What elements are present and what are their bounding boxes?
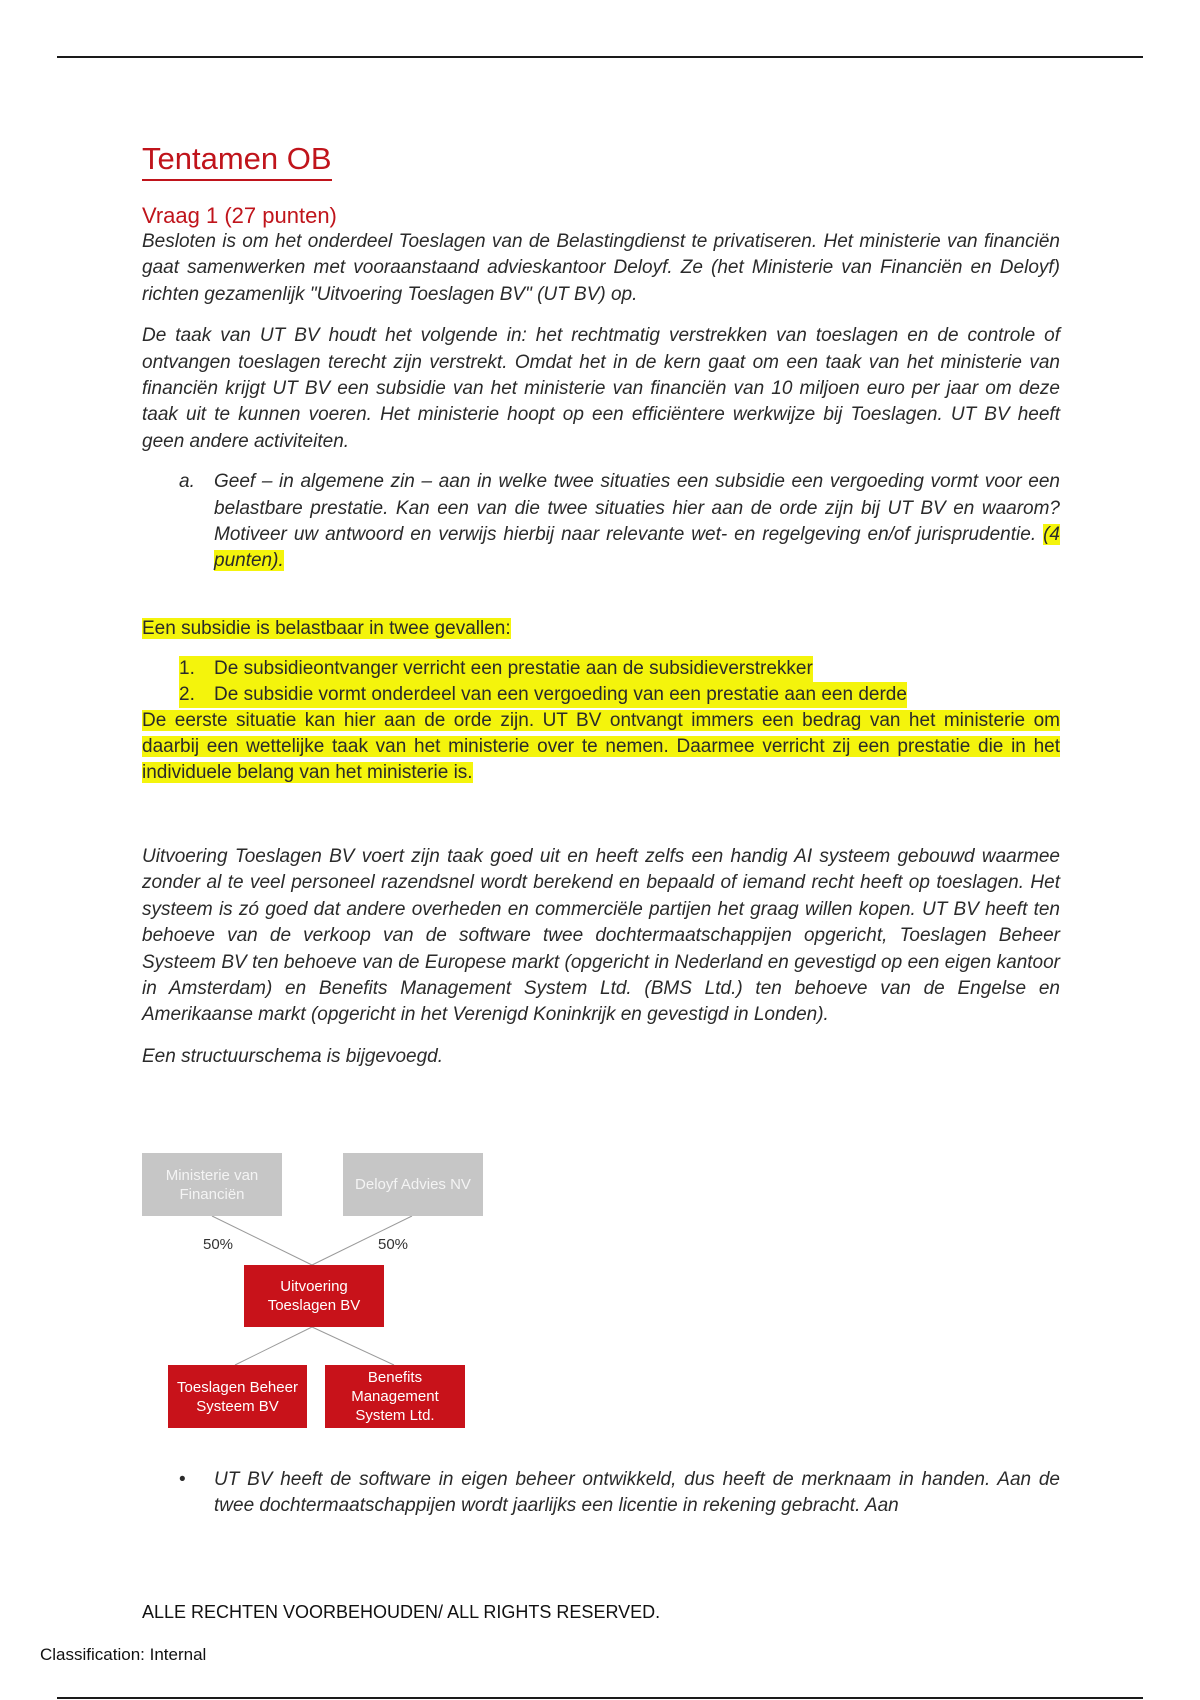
answer-list [142, 656, 1060, 708]
classification-label: Classification: Internal [40, 1645, 207, 1664]
ownership-left-label: 50% [203, 1236, 234, 1253]
answer-intro: Een subsidie is belastbaar in twee gevallen: [142, 617, 511, 639]
schema-note: Een structuurschema is bijgevoegd. [142, 1045, 443, 1067]
bullet-text: UT BV heeft de software in eigen beheer ontwikkeld, dus heeft de merknaam in handen. Aan de twee dochtermaatschappijen wordt jaarlijks een licentie in rekening gebracht. Aan [214, 1469, 1060, 1517]
bottom-rule [57, 1697, 1143, 1699]
rights-footer: ALLE RECHTEN VOORBEHOUDEN/ ALL RIGHTS RESERVED. [142, 1602, 661, 1622]
answer-conclusion: De eerste situatie kan hier aan de orde zijn. UT BV ontvangt immers een bedrag van het ministerie om daarbij een wettelijke taak van het ministerie over te nemen. Daarmee verricht zij een prestatie die in het individuele belang van het ministerie is. [142, 709, 1060, 783]
list-item [142, 656, 1060, 682]
bullet-section [142, 1467, 1060, 1520]
list-item-text: De subsidie vormt onderdeel van een vergoeding van een prestatie aan een derde [214, 682, 907, 708]
ministerie-box: Ministerie van Financiën [142, 1153, 282, 1216]
sub-question-text: Geef – in algemene zin – aan in welke twee situaties een subsidie een vergoeding vormt voor een belastbare prestatie. Kan een van die twee situaties hier aan de orde zijn bij UT BV en waarom? Motiveer uw antwoord en verwijs hierbij naar relevante wet- en regelgeving en/of jurisprudentie. [214, 471, 1060, 546]
sub-question-label: a. [179, 471, 195, 493]
question-task: De taak van UT BV houdt het volgende in: het rechtmatig verstrekken van toeslagen en de controle of ontvangen toeslagen terecht zijn verstrekt. Omdat het in de kern gaat om een taak van het ministerie van financiën krijgt UT BV een subsidie van het ministerie van financiën van 10 miljoen euro per jaar om deze taak uit te kunnen voeren. Het ministerie hoopt op een efficiëntere werkwijze bij Toeslagen. UT BV heeft geen andere activiteiten. [142, 325, 1060, 452]
list-item [142, 1467, 1060, 1520]
utbv-box: Uitvoering Toeslagen BV [244, 1265, 384, 1327]
list-item-number: 1. [179, 656, 214, 682]
list-item-number: 2. [179, 682, 214, 708]
question-heading: Vraag 1 (27 punten) [142, 203, 337, 228]
continuation-text: Uitvoering Toeslagen BV voert zijn taak goed uit en heeft zelfs een handig AI systeem gebouwd waarmee zonder al te veel personeel razendsnel wordt berekend en bepaald of iemand recht heeft op toeslagen. Het systeem is zó goed dat andere overheden en commerciële partijen het graag willen kopen. UT BV heeft ten behoeve van de verkoop van de software twee dochtermaatschappijen opgericht, Toeslagen Beheer Systeem BV ten behoeve van de Europese markt (opgericht in Nederland en gevestigd op een eigen kantoor in Amsterdam) en Benefits Management System Ltd. (BMS Ltd.) ten behoeve van de Engelse en Amerikaanse markt (opgericht in het Verenigd Koninkrijk en gevestigd in Londen). [142, 845, 1060, 1026]
bullet-icon: • [179, 1469, 186, 1490]
page-title: Tentamen OB [142, 140, 332, 181]
deloyf-box: Deloyf Advies NV [343, 1153, 483, 1216]
list-item [142, 682, 1060, 708]
sub-question-a [142, 469, 1060, 575]
connector-line [312, 1327, 394, 1365]
bms-box: Benefits Management System Ltd. [325, 1365, 465, 1428]
list-item-text: De subsidieontvanger verricht een prestatie aan de subsidieverstrekker [214, 656, 813, 682]
sub-question-points: (4 punten). [214, 524, 1060, 572]
ownership-right-label: 50% [378, 1236, 409, 1253]
connector-line [235, 1327, 312, 1365]
top-rule [57, 56, 1143, 58]
structure-diagram [142, 1153, 502, 1428]
tbs-box: Toeslagen Beheer Systeem BV [168, 1365, 307, 1428]
document-body [142, 140, 1060, 1070]
question-intro: Besloten is om het onderdeel Toeslagen van de Belastingdienst te privatiseren. Het ministerie van financiën gaat samenwerken met vooraanstaand advieskantoor Deloyf. Ze (het Ministerie van Financiën en Deloyf) richten gezamenlijk "Uitvoering Toeslagen BV" (UT BV) op. [142, 231, 1060, 305]
bullet-list [142, 1467, 1060, 1520]
